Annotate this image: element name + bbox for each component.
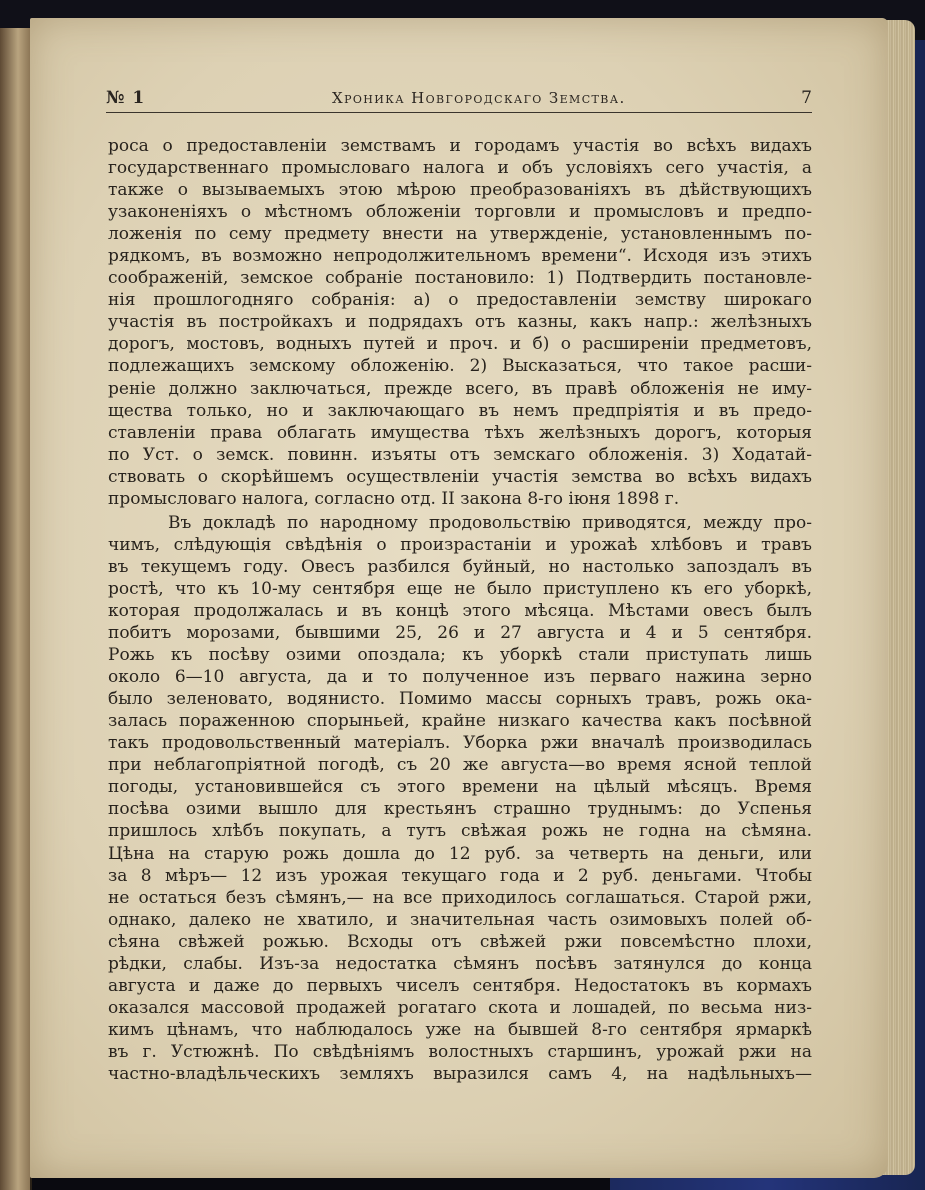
text-line: посѣва озими вышло для крестьянъ страшно труднымъ: до Успенья [108, 799, 812, 820]
text-line: побитъ морозами, бывшими 25, 26 и 27 августа и 4 и 5 сентября. [108, 623, 812, 644]
text-line: однако, далеко не хватило, и значительная часть озимовыхъ полей об- [108, 909, 812, 930]
text-line: которая продолжалась и въ концѣ этого мѣсяца. Мѣстами овесъ былъ [108, 600, 812, 621]
text-line: Цѣна на старую рожь дошла до 12 руб. за четверть на деньги, или [108, 843, 812, 864]
text-line: такъ продовольственный матеріалъ. Уборка ржи вначалѣ производилась [108, 733, 812, 754]
text-line: не остаться безъ сѣмянъ,— на все приходилось соглашаться. Старой ржи, [108, 887, 812, 908]
text-line: августа и даже до первыхъ чиселъ сентября. Недостатокъ въ кормахъ [108, 975, 812, 996]
text-line: чимъ, слѣдующія свѣдѣнія о произрастаніи и урожаѣ хлѣбовъ и травъ [108, 534, 812, 555]
text-line: частно-владѣльческихъ земляхъ выразился самъ 4, на надѣльныхъ— [108, 1063, 812, 1084]
text-line: дорогъ, мостовъ, водныхъ путей и проч. и б) о расширеніи предметовъ, [108, 334, 812, 355]
paragraph-2 [108, 512, 812, 1085]
text-line: подлежащихъ земскому обложенію. 2) Высказаться, что такое расши- [108, 356, 812, 377]
text-line: реніе должно заключаться, прежде всего, въ правѣ обложенія не иму- [108, 378, 812, 399]
text-line: нія прошлогодняго собранія: а) о предоставленіи земству широкаго [108, 290, 812, 311]
text-line: рѣдки, слабы. Изъ-за недостатка сѣмянъ посѣвъ затянулся до конца [108, 953, 812, 974]
text-line: по Уст. о земск. повинн. изъяты отъ земскаго обложенія. 3) Ходатай- [108, 444, 812, 465]
previous-page-edge [0, 28, 32, 1190]
running-title: Хроника Новгородскаго Земства. [332, 89, 626, 107]
text-line: Въ докладѣ по народному продовольствію приводятся, между про- [168, 512, 812, 533]
text-line: Рожь къ посѣву озими опоздала; къ уборкѣ стали приступать лишь [108, 645, 812, 666]
page-number: 7 [801, 88, 812, 108]
text-line: оказался массовой продажей рогатаго скота и лошадей, по весьма низ- [108, 997, 812, 1018]
text-line: узаконеніяхъ о мѣстномъ обложеніи торговли и промысловъ и предпо- [108, 202, 812, 223]
text-line: ложенія по сему предмету внести на утвержденіе, установленнымъ по- [108, 224, 812, 245]
text-line: пришлось хлѣбъ покупать, а тутъ свѣжая рожь не годна на сѣмяна. [108, 821, 812, 842]
text-line: около 6—10 августа, да и то полученное изъ перваго нажина зерно [108, 667, 812, 688]
text-line: щества только, но и заключающаго въ немъ предпріятія и въ предо- [108, 400, 812, 421]
text-line: роса о предоставленіи земствамъ и городамъ участія во всѣхъ видахъ [108, 136, 812, 156]
text-line: было зеленовато, водянисто. Помимо массы сорныхъ травъ, рожь ока- [108, 689, 812, 710]
text-line: въ г. Устюжнѣ. По свѣдѣніямъ волостныхъ старшинъ, урожай ржи на [108, 1041, 812, 1062]
text-line: также о вызываемыхъ этою мѣрою преобразованіяхъ въ дѣйствующихъ [108, 180, 812, 201]
text-line: рядкомъ, въ возможно непродолжительномъ времени“. Исходя изъ этихъ [108, 246, 812, 267]
issue-number: № 1 [106, 88, 146, 108]
text-line: въ текущемъ году. Овесъ разбился буйный, но настолько запоздалъ въ [108, 556, 812, 577]
text-line: погоды, установившейся съ этого времени на цѣлый мѣсяцъ. Время [108, 777, 812, 798]
text-line: участія въ постройкахъ и подрядахъ отъ казны, какъ напр.: желѣзныхъ [108, 312, 812, 333]
text-line: промысловаго налога, согласно отд. II закона 8-го іюня 1898 г. [108, 488, 680, 509]
running-header [106, 88, 812, 113]
text-line: государственнаго промысловаго налога и объ условіяхъ сего участія, а [108, 158, 812, 179]
text-line: сѣяна свѣжей рожью. Всходы отъ свѣжей ржи повсемѣстно плохи, [108, 931, 812, 952]
text-line: ствовать о скорѣйшемъ осуществленіи участія земства во всѣхъ видахъ [108, 466, 812, 487]
text-line: залась пораженною спорыньей, крайне низкаго качества какъ посѣвной [108, 711, 812, 732]
text-line: ставленіи права облагать имущества тѣхъ желѣзныхъ дорогъ, которыя [108, 422, 812, 443]
text-line: ростѣ, что къ 10-му сентября еще не было приступлено къ его уборкѣ, [108, 578, 812, 599]
text-line: кимъ цѣнамъ, что наблюдалось уже на бывшей 8-го сентября ярмаркѣ [108, 1019, 812, 1040]
paragraph-1 [108, 135, 812, 510]
body-text [108, 135, 812, 1085]
text-line: за 8 мѣръ— 12 изъ урожая текущаго года и 2 руб. деньгами. Чтобы [108, 865, 812, 886]
text-line: при неблагопріятной погодѣ, съ 20 же августа—во время ясной теплой [108, 755, 812, 776]
text-line: соображеній, земское собраніе постановило: 1) Подтвердить постановле- [108, 268, 812, 289]
